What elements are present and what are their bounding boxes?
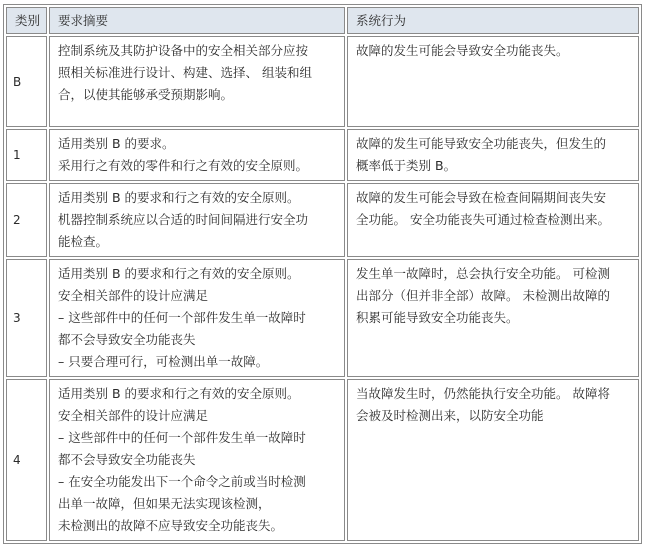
behavior-line: 会被及时检测出来，以防安全功能: [356, 408, 544, 423]
table-header-row: [6, 7, 639, 34]
safety-category-table-container: [3, 4, 642, 544]
behavior-cell: [347, 36, 639, 127]
table-row: [6, 259, 639, 377]
behavior-cell: [347, 259, 639, 377]
requirement-line: – 这些部件中的任何一个部件发生单一故障时: [58, 310, 306, 325]
behavior-line: 故障的发生可能会导致安全功能丧失。: [356, 43, 569, 58]
requirement-cell: [49, 36, 345, 127]
requirement-line: – 只要合理可行，可检测出单一故障。: [58, 354, 269, 369]
behavior-cell: [347, 183, 639, 257]
table-row: [6, 129, 639, 181]
behavior-line: 故障的发生可能导致安全功能丧失，但发生的: [356, 136, 607, 151]
category-cell: 1: [6, 129, 47, 181]
behavior-cell: [347, 129, 639, 181]
requirement-line: 机器控制系统应以合适的时间间隔进行安全功: [58, 212, 309, 227]
requirement-line: 照相关标准进行设计、构建、选择、 组装和组: [58, 65, 312, 80]
requirement-line: 能检查。: [58, 234, 109, 249]
requirement-line: 控制系统及其防护设备中的安全相关部分应按: [58, 43, 309, 58]
requirement-line: 安全相关部件的设计应满足: [58, 408, 209, 423]
behavior-line: 全功能。 安全功能丧失可通过检查检测出来。: [356, 212, 610, 227]
behavior-line: 积累可能导致安全功能丧失。: [356, 310, 519, 325]
requirement-line: 安全相关部件的设计应满足: [58, 288, 209, 303]
behavior-line: 发生单一故障时，总会执行安全功能。 可检测: [356, 266, 610, 281]
requirement-line: 出单一故障，但如果无法实现该检测，: [58, 496, 271, 511]
requirement-line: 采用行之有效的零件和行之有效的安全原则。: [58, 158, 309, 173]
behavior-cell: [347, 379, 639, 541]
table-row: [6, 183, 639, 257]
requirement-cell: [49, 379, 345, 541]
category-cell: B: [6, 36, 47, 127]
requirement-line: – 在安全功能发出下一个命令之前或当时检测: [58, 474, 306, 489]
requirement-cell: [49, 259, 345, 377]
requirement-line: 都不会导致安全功能丧失: [58, 452, 196, 467]
requirement-cell: [49, 129, 345, 181]
safety-category-table: [3, 4, 642, 544]
requirement-cell: [49, 183, 345, 257]
behavior-line: 故障的发生可能会导致在检查间隔期间丧失安: [356, 190, 607, 205]
table-row: [6, 379, 639, 541]
behavior-line: 出部分（但并非全部）故障。 未检测出故障的: [356, 288, 610, 303]
requirement-line: 适用类别 B 的要求和行之有效的安全原则。: [58, 190, 300, 205]
requirement-line: 适用类别 B 的要求和行之有效的安全原则。: [58, 386, 300, 401]
requirement-line: 适用类别 B 的要求。: [58, 136, 175, 151]
header-requirement-summary: 要求摘要: [49, 7, 345, 34]
category-cell: 2: [6, 183, 47, 257]
table-row: [6, 36, 639, 127]
category-cell: 4: [6, 379, 47, 541]
requirement-line: 都不会导致安全功能丧失: [58, 332, 196, 347]
requirement-line: 适用类别 B 的要求和行之有效的安全原则。: [58, 266, 300, 281]
requirement-line: – 这些部件中的任何一个部件发生单一故障时: [58, 430, 306, 445]
header-system-behavior: 系统行为: [347, 7, 639, 34]
header-category: 类别: [6, 7, 47, 34]
behavior-line: 概率低于类别 B。: [356, 158, 457, 173]
category-cell: 3: [6, 259, 47, 377]
behavior-line: 当故障发生时，仍然能执行安全功能。 故障将: [356, 386, 610, 401]
requirement-line: 合，以使其能够承受预期影响。: [58, 87, 234, 102]
requirement-line: 未检测出的故障不应导致安全功能丧失。: [58, 518, 284, 533]
